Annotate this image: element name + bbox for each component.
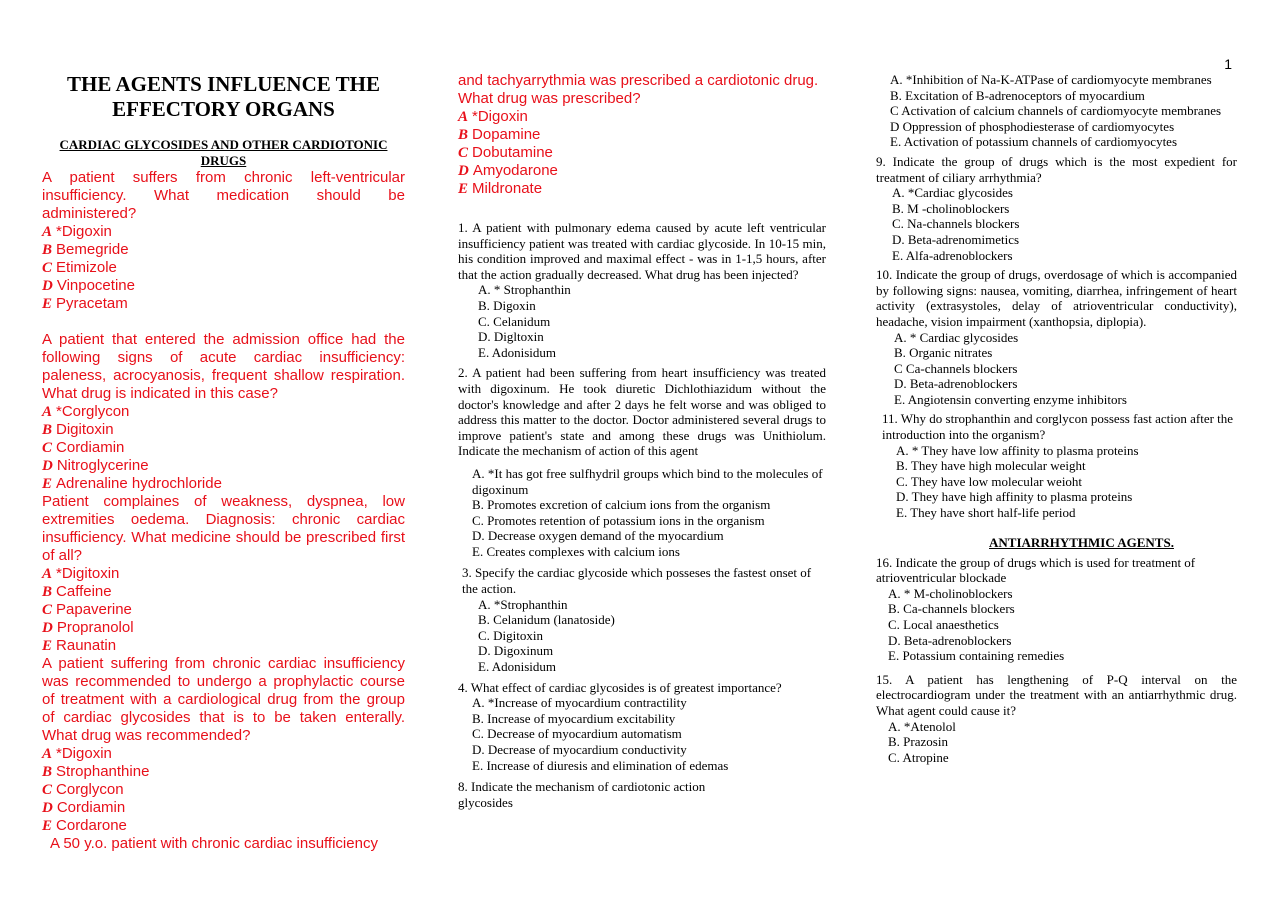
options <box>876 330 1237 408</box>
question-text: 15. A patient has lengthening of P-Q interval on the electrocardiogram under the treatment with an antiarrhythmic drug. What agent could cause it? <box>876 671 1237 718</box>
question-a <box>42 169 405 853</box>
column-3 <box>876 72 1237 765</box>
question-text: A patient suffering from chronic cardiac insufficiency was recommended to undergo a prophylactic course of treatment with a cardiological drug from the group of cardiac glycosides that is to be taken enterally. What drug was recommended? <box>42 655 405 744</box>
answer-option: D. Decrease of myocardium conductivity <box>472 742 687 757</box>
options <box>42 745 405 835</box>
question-text: 11. Why do strophanthin and corglycon possess fast action after the introduction into the organism? <box>882 411 1234 443</box>
question-11 <box>876 411 1237 520</box>
option-letter: B <box>42 242 53 258</box>
answer-option <box>458 144 826 162</box>
question-text: 3. Specify the cardiac glycoside which posseses the fastest onset of the action. <box>462 565 812 597</box>
options <box>42 223 405 313</box>
question-text: A 50 y.o. patient with chronic cardiac insufficiency <box>50 835 378 852</box>
answer-option <box>42 295 405 313</box>
answer-option <box>42 403 405 421</box>
section-heading-cardiac-glycosides: CARDIAC GLYCOSIDES AND OTHER CARDIOTONIC DRUGS <box>59 137 388 168</box>
answer-option: C. Decrease of myocardium automatism <box>472 726 682 742</box>
answer-option: B. M -cholinoblockers <box>892 200 1010 216</box>
answer-option: C. Local anaesthetics <box>888 617 999 632</box>
answer-option: D. Beta-adrenoblockers <box>894 376 1018 392</box>
answer-option: A. * M-cholinoblockers <box>888 585 1013 601</box>
answer-option <box>458 162 826 180</box>
answer-option: A. * They have low affinity to plasma proteins <box>896 442 1139 458</box>
answer-option: D. Digltoxin <box>478 329 544 345</box>
answer-option <box>42 799 405 817</box>
question-text: A patient suffers from chronic left-ventricular insufficiency. What medication should be administered? <box>42 169 405 222</box>
answer-option: E. Adonisidum <box>478 344 557 360</box>
answer-option: E. Alfa-adrenoblockers <box>892 247 1013 263</box>
answer-option <box>42 817 405 835</box>
column-2 <box>458 72 826 810</box>
option-letter: C <box>42 602 53 618</box>
option-letter: D <box>458 163 469 179</box>
question-4 <box>458 680 826 774</box>
question-text: A patient that entered the admission office had the following signs of acute cardiac insufficiency: paleness, acrocyanosis, frequent shallow respiration. What drug is indicated in this case? <box>42 331 405 402</box>
answer-option: C. Celanidum <box>478 313 551 329</box>
page-number: 1 <box>1224 56 1232 72</box>
option-letter: A <box>42 746 53 762</box>
question-text: 2. A patient had been suffering from heart insufficiency was treated with digoxinum. He took diuretic Dichlothiazidum without the doctor's knowledge and after 2 days he felt worse and was obliged to address this matter to the doctor. Doctor administered several drugs to improve patient's state and among these drugs was Unithiolum. Indicate the mechanism of action of this agent <box>458 365 826 459</box>
options <box>876 719 1237 766</box>
option-text: Pyracetam <box>56 295 128 312</box>
answer-option <box>42 565 405 583</box>
answer-option: E. They have short half-life period <box>896 505 1076 521</box>
answer-option: D. Digoxinum <box>478 643 554 659</box>
option-letter: B <box>42 764 53 780</box>
answer-option: A. *Inhibition of Na-K-ATPase of cardiomyocyte membranes <box>890 72 1212 87</box>
option-text: Cordarone <box>56 817 127 834</box>
option-text: Mildronate <box>472 180 543 197</box>
option-letter: A <box>458 109 469 125</box>
answer-option: B. Organic nitrates <box>894 345 993 361</box>
question-1 <box>458 220 826 360</box>
question-3 <box>458 565 826 674</box>
option-text: Cordiamin <box>56 799 126 816</box>
answer-option <box>42 745 405 763</box>
options <box>42 565 405 655</box>
question-8 <box>458 779 826 810</box>
answer-option: A. * Strophanthin <box>478 282 571 298</box>
option-text: *Digoxin <box>472 108 528 125</box>
option-letter: D <box>42 458 53 474</box>
question-text: 10. Indicate the group of drugs, overdosage of which is accompanied by following signs: nausea, vomiting, diarrhea, infringement of heart activity (extrasystoles, delay of atrioventricular conductivity), headache, vision impairment (xanthopsia, diplopia). <box>876 267 1237 329</box>
answer-option <box>458 180 826 198</box>
question-15 <box>876 672 1237 766</box>
answer-option: B. Celanidum (lanatoside) <box>478 612 615 628</box>
answer-option: E. Activation of potassium channels of cardiomyocytes <box>890 134 1178 150</box>
options <box>876 443 1237 521</box>
option-text: Cordiamin <box>56 439 125 456</box>
option-text: Adrenaline hydrochloride <box>56 475 222 492</box>
options <box>876 72 1237 150</box>
question-10 <box>876 267 1237 407</box>
option-text: Propranolol <box>56 619 134 636</box>
option-text: Strophanthine <box>56 763 150 780</box>
option-text: Vinpocetine <box>56 277 135 294</box>
section-heading-antiarrhythmic: ANTIARRHYTHMIC AGENTS. <box>989 534 1174 550</box>
answer-option: B. Prazosin <box>888 734 948 750</box>
question-text: 9. Indicate the group of drugs which is the most expedient for treatment of ciliary arrhythmia? <box>876 153 1237 185</box>
question-9 <box>876 154 1237 263</box>
answer-option: E. Angiotensin converting enzyme inhibitors <box>894 391 1127 407</box>
option-text: Dobutamine <box>472 144 553 161</box>
option-text: Raunatin <box>56 637 117 654</box>
answer-option: B. Excitation of B-adrenoceptors of myocardium <box>890 87 1145 103</box>
option-letter: C <box>42 440 53 456</box>
answer-option <box>42 241 405 259</box>
option-letter: E <box>42 296 53 312</box>
answer-option <box>458 108 826 126</box>
answer-option: C. Atropine <box>888 749 949 765</box>
answer-option <box>42 781 405 799</box>
answer-option: C Activation of calcium channels of cardiomyocyte membranes <box>890 103 1222 119</box>
answer-option <box>42 583 405 601</box>
options <box>42 403 405 493</box>
option-text: Nitroglycerine <box>56 457 149 474</box>
answer-option <box>42 619 405 637</box>
answer-option <box>42 277 405 295</box>
option-text: *Corglycon <box>56 403 130 420</box>
option-text: Amyodarone <box>472 162 558 179</box>
answer-option: E. Increase of diuresis and elimination of edemas <box>472 757 729 773</box>
question-text: and tachyarrythmia was prescribed a cardiotonic drug. What drug was prescribed? <box>458 72 819 107</box>
option-letter: E <box>42 818 53 834</box>
answer-option: B. They have high molecular weight <box>896 458 1086 474</box>
options <box>458 466 826 560</box>
answer-option: C. Na-channels blockers <box>892 216 1020 232</box>
question-text: Patient complaines of weakness, dyspnea, low extremities oedema. Diagnosis: chronic cardiac insufficiency. What medicine should be prescribed first of all? <box>42 493 405 564</box>
option-letter: E <box>458 181 469 197</box>
answer-option: C. They have low molecular weioht <box>896 473 1083 489</box>
option-letter: B <box>42 422 53 438</box>
option-letter: D <box>42 800 53 816</box>
question-text: 8. Indicate the mechanism of cardiotonic action glycosides <box>458 779 706 810</box>
option-letter: D <box>42 620 53 636</box>
answer-option: C. Promotes retention of potassium ions in the organism <box>472 512 765 528</box>
answer-option: D. Beta-adrenoblockers <box>888 632 1012 648</box>
question-e-continued <box>458 72 826 198</box>
answer-option: E. Potassium containing remedies <box>888 648 1065 664</box>
option-letter: E <box>42 638 53 654</box>
option-text: Caffeine <box>56 583 112 600</box>
option-letter: A <box>42 404 53 420</box>
question-2 <box>458 365 826 559</box>
answer-option: A. * Cardiac glycosides <box>894 329 1019 345</box>
question-text: 16. Indicate the group of drugs which is used for treatment of atrioventricular blockade <box>876 554 1196 586</box>
question-text: 4. What effect of cardiac glycosides is of greatest importance? <box>458 679 782 695</box>
option-letter: C <box>42 782 53 798</box>
question-8-options <box>876 72 1237 150</box>
question-text: 1. A patient with pulmonary edema caused by acute left ventricular insufficiency patient was treated with cardiac glycoside. In 10-15 min, his condition improved and maximal effect - was in 1-1,5 hours, after that the action gradually decreased. What drug has been injected? <box>458 220 826 282</box>
options <box>458 597 826 675</box>
option-text: *Digitoxin <box>56 565 120 582</box>
answer-option: D Oppression of phosphodiesterase of cardiomyocytes <box>890 118 1175 134</box>
option-letter: A <box>42 224 53 240</box>
answer-option: A. *It has got free sulfhydril groups which bind to the molecules of digoxinum <box>472 465 823 497</box>
page-title: THE AGENTS INFLUENCE THE EFFECTORY ORGANS <box>67 72 380 121</box>
option-letter: D <box>42 278 53 294</box>
option-letter: B <box>42 584 53 600</box>
option-text: Papaverine <box>56 601 132 618</box>
answer-option <box>42 439 405 457</box>
option-letter: C <box>42 260 53 276</box>
option-letter: B <box>458 127 469 143</box>
answer-option: D. Beta-adrenomimetics <box>892 231 1020 247</box>
answer-option <box>42 601 405 619</box>
answer-option <box>42 223 405 241</box>
answer-option <box>458 126 826 144</box>
answer-option: B. Ca-channels blockers <box>888 601 1015 617</box>
answer-option: C Ca-channels blockers <box>894 360 1018 376</box>
options <box>458 108 826 198</box>
answer-option: A. *Cardiac glycosides <box>892 185 1013 201</box>
answer-option: B. Promotes excretion of calcium ions from the organism <box>472 497 771 513</box>
option-text: Bemegride <box>56 241 129 258</box>
answer-option: E. Creates complexes with calcium ions <box>472 543 680 559</box>
answer-option: B. Increase of myocardium excitability <box>472 710 676 726</box>
option-text: *Digoxin <box>56 745 112 762</box>
answer-option: A. *Strophanthin <box>478 596 568 612</box>
answer-option: A. *Atenolol <box>888 718 956 734</box>
answer-option <box>42 421 405 439</box>
answer-option <box>42 259 405 277</box>
option-text: *Digoxin <box>56 223 112 240</box>
option-text: Corglycon <box>56 781 124 798</box>
answer-option <box>42 457 405 475</box>
answer-option: C. Digitoxin <box>478 627 544 643</box>
column-1 <box>42 72 405 853</box>
option-text: Dopamine <box>472 126 541 143</box>
answer-option <box>42 637 405 655</box>
answer-option: E. Adonisidum <box>478 659 557 675</box>
options <box>876 586 1237 664</box>
answer-option <box>42 763 405 781</box>
option-letter: E <box>42 476 53 492</box>
options <box>458 695 826 773</box>
option-letter: A <box>42 566 53 582</box>
answer-option: D. Decrease oxygen demand of the myocardium <box>472 528 724 544</box>
answer-option: A. *Increase of myocardium contractility <box>472 695 687 711</box>
question-16 <box>876 555 1237 664</box>
option-text: Etimizole <box>56 259 117 276</box>
answer-option: B. Digoxin <box>478 297 536 313</box>
option-letter: C <box>458 145 469 161</box>
option-text: Digitoxin <box>56 421 114 438</box>
answer-option: D. They have high affinity to plasma proteins <box>896 489 1133 505</box>
options <box>458 282 826 360</box>
answer-option <box>42 475 405 493</box>
options <box>876 185 1237 263</box>
